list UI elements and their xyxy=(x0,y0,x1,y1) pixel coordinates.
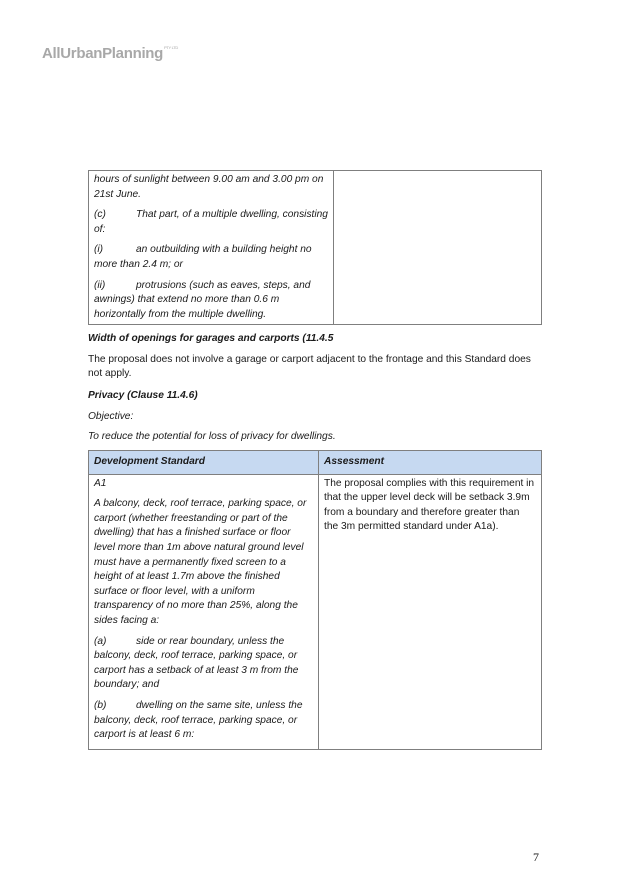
objective-label: Objective: xyxy=(88,410,134,422)
objective-text: To reduce the potential for loss of privacy for dwellings. xyxy=(88,431,336,443)
a1-label: A1 xyxy=(94,477,107,489)
header-development-standard: Development Standard xyxy=(89,451,319,475)
company-logo: AllUrbanPlanning$^{PTY LTD}$ xyxy=(42,45,179,62)
a1-item-b: (b) dwelling on the same site, unless the balcony, deck, roof terrace, parking space, or carport is at least 6 m: xyxy=(94,699,303,741)
table-header-row xyxy=(89,451,542,475)
standard-cell xyxy=(89,171,334,325)
section-body-openings: The proposal does not involve a garage or carport adjacent to the frontage and this Standard does not apply. xyxy=(88,353,531,380)
a1-text: A balcony, deck, roof terrace, parking space, or carport (whether freestanding or part of the dwelling) that has a finished surface or floor level more than 1m above natural ground level must have a permanently fixed screen to a height of at least 1.7m above the finished surface or floor level, with a uniform transparency of no more than 25%, along the sides facing a: xyxy=(94,498,307,626)
clause-i: (i) an outbuilding with a building height no more than 2.4 m; or xyxy=(94,244,312,270)
a1-item-a: (a) side or rear boundary, unless the balcony, deck, roof terrace, parking space, or carport has a setback of at least 3 m from the boundary; and xyxy=(94,635,299,691)
standard-a1-cell xyxy=(89,474,319,749)
sunlight-text: hours of sunlight between 9.00 am and 3.00 pm on 21st June. xyxy=(94,174,324,200)
section-heading-openings: Width of openings for garages and carports (11.4.5 xyxy=(88,333,334,344)
section-privacy xyxy=(88,389,538,445)
section-heading-privacy: Privacy (Clause 11.4.6) xyxy=(88,390,198,401)
standards-table-continued xyxy=(88,170,542,325)
clause-ii: (ii) protrusions (such as eaves, steps, and awnings) that extend no more than 0.6 m horizontally from the multiple dwelling. xyxy=(94,279,311,320)
assessment-a1-cell: The proposal complies with this requirement in that the upper level deck will be setback 3.9m from a boundary and therefore greater than the 3m permitted standard under A1a). xyxy=(319,474,542,749)
page-number: 7 xyxy=(533,850,539,864)
privacy-standards-table xyxy=(88,450,542,750)
header-assessment: Assessment xyxy=(319,451,542,475)
clause-c: (c) That part, of a multiple dwelling, consisting of: xyxy=(94,209,328,235)
assessment-cell-empty xyxy=(334,171,542,325)
table-row xyxy=(89,474,542,749)
section-width-of-openings xyxy=(88,332,538,382)
